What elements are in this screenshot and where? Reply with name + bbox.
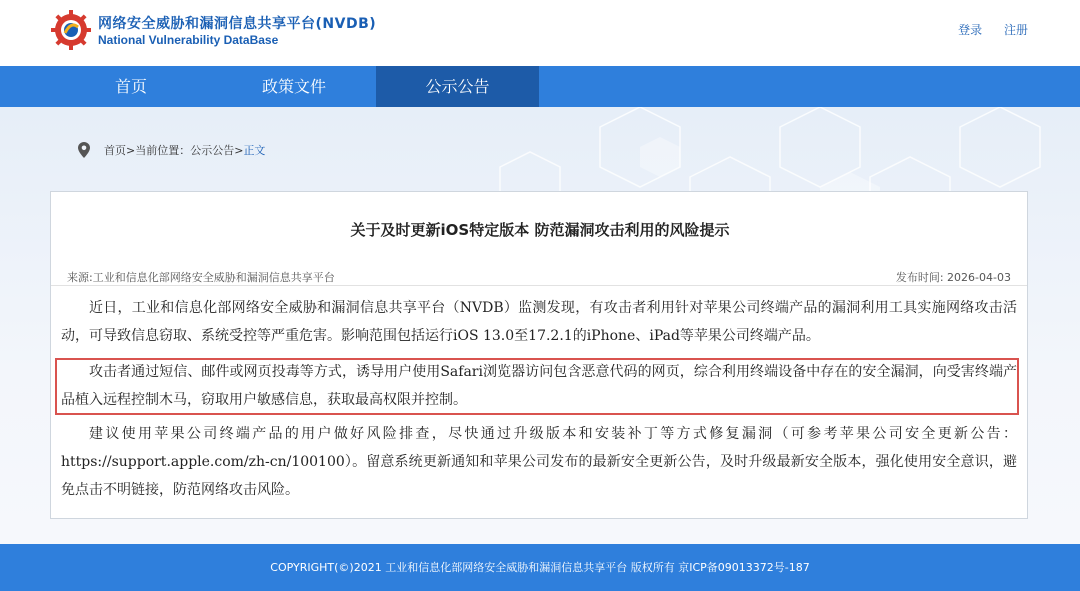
article-paragraph: 近日，工业和信息化部网络安全威胁和漏洞信息共享平台（NVDB）监测发现，有攻击者利用针对苹果公司终端产品的漏洞利用工具实施网络攻击活动，可导致信息窃取、系统受控等严重危害。影响范围包括运行iOS 13.0至17.2.1的iPhone、iPad等苹果公司终端产品。 bbox=[61, 300, 1017, 344]
nav-item-announcements[interactable]: 公示公告 bbox=[376, 66, 539, 107]
site-header bbox=[0, 0, 1080, 66]
nav-item-policy[interactable]: 政策文件 bbox=[261, 77, 326, 96]
breadcrumb-separator: > bbox=[126, 143, 136, 157]
article-card bbox=[50, 191, 1028, 519]
article-paragraph: 建议使用苹果公司终端产品的用户做好风险排查，尽快通过升级版本和安装补丁等方式修复漏洞（可参考苹果公司安全更新公告：https://support.apple.com/zh-cn/100100）。留意系统更新通知和苹果公司发布的最新安全更新公告，及时升级最新安全版本，强化使用安全意识，避免点击不明链接，防范网络攻击风险。 bbox=[61, 426, 1017, 498]
footer-copyright: COPYRIGHT(©)2021 工业和信息化部网络安全威胁和漏洞信息共享平台 版权所有 京ICP备09013372号-187 bbox=[270, 561, 810, 574]
nav-item-home[interactable]: 首页 bbox=[114, 77, 147, 96]
auth-links bbox=[940, 21, 1028, 38]
meta-divider bbox=[51, 285, 1027, 286]
register-link[interactable]: 注册 bbox=[1003, 23, 1028, 37]
breadcrumb-home[interactable]: 首页 bbox=[104, 144, 126, 157]
breadcrumb-separator: > bbox=[234, 143, 244, 157]
article-paragraph-highlighted: 攻击者通过短信、邮件或网页投毒等方式，诱导用户使用Safari浏览器访问包含恶意代码的网页，综合利用终端设备中存在的安全漏洞，向受害终端产品植入远程控制木马，窃取用户敏感信息，获取最高权限并控制。 bbox=[61, 364, 1017, 408]
article-source: 来源:工业和信息化部网络安全威胁和漏洞信息共享平台 bbox=[67, 271, 335, 284]
article-date: 发布时间: 2026-04-03 bbox=[895, 271, 1011, 284]
login-link[interactable]: 登录 bbox=[958, 23, 983, 37]
nvdb-logo-icon[interactable] bbox=[50, 9, 92, 51]
site-footer bbox=[0, 544, 1080, 591]
breadcrumb-position-label: 当前位置： bbox=[135, 144, 191, 157]
article-title: 关于及时更新iOS特定版本 防范漏洞攻击利用的风险提示 bbox=[350, 221, 730, 239]
breadcrumb-section[interactable]: 公示公告 bbox=[190, 144, 235, 157]
breadcrumb bbox=[78, 141, 265, 159]
main-nav bbox=[0, 66, 1080, 107]
brand-name-cn: 网络安全威胁和漏洞信息共享平台(NVDB) bbox=[98, 16, 377, 32]
breadcrumb-current: 正文 bbox=[243, 144, 266, 157]
location-pin-icon bbox=[78, 142, 90, 158]
brand-name-en: National Vulnerability DataBase bbox=[98, 33, 279, 47]
